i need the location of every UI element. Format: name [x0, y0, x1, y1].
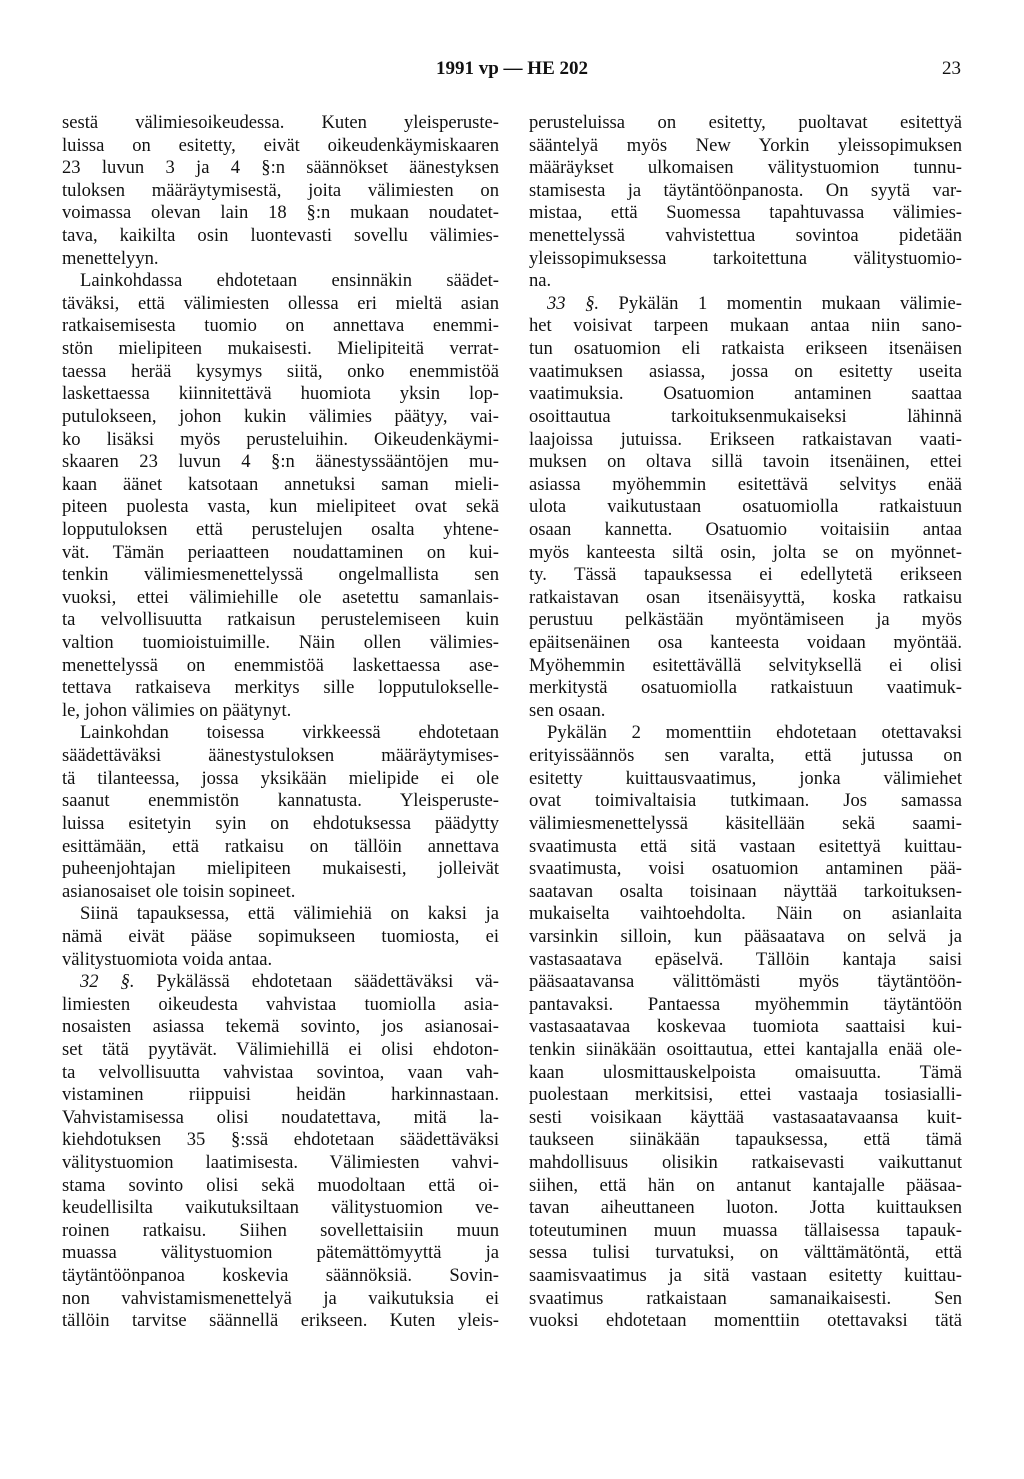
text-line: 33 §. Pykälän 1 momentin mukaan välimie-	[547, 292, 962, 314]
text-line: puolestaan merkitsisi, ettei vastaaja tosiasialli-	[529, 1084, 962, 1106]
text-line: stamisesta ja täytäntöönpanosta. On syytä var-	[529, 179, 962, 201]
text-line: valtion tuomioistuimille. Näin ollen välimies-	[62, 632, 499, 654]
text-line: skaaren 23 luvun 4 §:n äänestyssääntöjen mu-	[62, 451, 499, 473]
text-line: määräykset ulkomaisen välitystuomion tunnu-	[529, 157, 962, 179]
text-line: muksen on oltava sillä tavoin itsenäinen, ettei	[529, 451, 962, 473]
page-number: 23	[942, 58, 961, 79]
text-line: ulota vaikutustaan osatuomiolla ratkaistuun	[529, 496, 962, 518]
text-line: laskettaessa kiinnitettävä huomiota yksin lop-	[62, 383, 499, 405]
text-line: nämä eivät pääse sopimukseen tuomiosta, ei	[62, 925, 499, 947]
text-line: sestä välimiesoikeudessa. Kuten yleisperuste-	[62, 112, 499, 133]
text-line: svaatimusta että sitä vastaan esitettyä kuittau-	[529, 835, 962, 857]
text-line: taukseen siinäkään tapauksessa, että tämä	[529, 1129, 962, 1151]
text-line: 32 §. Pykälässä ehdotetaan säädettäväksi vä-	[80, 971, 499, 993]
text-line: välimiesmenettelyssä käsitellään sekä saami-	[529, 812, 962, 834]
text-line: kaan ulosmittauskelpoista omaisuutta. Tämä	[529, 1061, 962, 1083]
text-line: non vahvistamismenettelyä ja vaikutuksia ei	[62, 1287, 499, 1309]
text-line: piteen puolesta vasta, kun mielipiteet ovat sekä	[62, 496, 499, 518]
text-line: voimassa olevan lain 18 §:n mukaan noudatet-	[62, 202, 499, 224]
text-line: vaatimuksen asiassa, jossa on esitetty useita	[529, 360, 962, 382]
text-line: set tätä pyytävät. Välimiehillä ei olisi ehdoton-	[62, 1038, 499, 1060]
text-line: Pykälän 2 momenttiin ehdotetaan otettavaksi	[547, 722, 962, 744]
text-line: tällöin tarvitse säännellä erikseen. Kuten yleis-	[62, 1310, 499, 1332]
left-text-column	[62, 112, 499, 1333]
text-line: vät. Tämän periaatteen noudattaminen on kui-	[62, 541, 499, 563]
text-line: vaatimuksia. Osatuomion antaminen saattaa	[529, 383, 962, 405]
text-line: asianosaiset ole toisin sopineet.	[62, 880, 296, 902]
text-line: sen osaan.	[529, 699, 606, 721]
text-line: menettelyssä vahvistettua sovintoa pidetään	[529, 225, 962, 247]
text-line: tenkin välimiesmenettelyssä ongelmallista sen	[62, 564, 499, 586]
text-line: Myöhemmin esitettävällä selvityksellä ei olisi	[529, 654, 962, 676]
text-line: menettelyssä on enemmistöä laskettaessa ase-	[62, 654, 499, 676]
right-text-column	[529, 112, 962, 1333]
text-line: puheenjohtajan mielipiteen mukaisesti, jolleivät	[62, 858, 499, 880]
text-line: mukaiselta vaihtoehdolta. Näin on asianlaita	[529, 903, 962, 925]
text-line: saatavan osalta toisinaan näyttää tarkoituksen-	[529, 880, 962, 902]
text-line: tavan aiheuttaneen luoton. Jotta kuittauksen	[529, 1197, 962, 1219]
text-line: merkitystä osatuomiolla ratkaistuun vaatimuk-	[529, 677, 962, 699]
text-line: kaan äänet katsotaan annetuksi saman mieli-	[62, 473, 499, 495]
text-line: luissa on esitetty, eivät oikeudenkäymiskaaren	[62, 134, 499, 156]
text-line: välitystuomiota voida antaa.	[62, 948, 273, 970]
text-line: Siinä tapauksessa, että välimiehiä on kaksi ja	[80, 903, 499, 925]
text-line: ta velvollisuutta ratkaisun perustelemiseen kuin	[62, 609, 499, 631]
text-line: myös kanteesta siltä osin, jolta se on myönnet-	[529, 541, 962, 563]
text-line: esittämään, että ratkaisu on tällöin annettava	[62, 835, 499, 857]
text-line: siihen, että hän on antanut kantajalle pääsaa-	[529, 1174, 962, 1196]
text-line: tun osatuomion eli ratkaista erikseen itsenäisen	[529, 338, 962, 360]
text-line: täväksi, että välimiesten ollessa eri mieltä asian	[62, 292, 499, 314]
text-line: stön mielipiteen mukaisesti. Mielipiteitä verrat-	[62, 338, 499, 360]
text-line: Lainkohdan toisessa virkkeessä ehdotetaan	[80, 722, 499, 744]
text-line: stama sovinto olisi sekä muodoltaan että oi-	[62, 1174, 499, 1196]
text-line: nosaisten asiassa tekemä sovinto, jos asianosai-	[62, 1016, 499, 1038]
text-line: muassa välitystuomion pätemättömyyttä ja	[62, 1242, 499, 1264]
text-line: luissa esitetyin syin on ehdotuksessa päädytty	[62, 812, 499, 834]
text-line: epäitsenäinen osa kanteesta voidaan myöntää.	[529, 632, 962, 654]
text-line: limiesten oikeudesta vahvistaa tuomiolla asia-	[62, 993, 499, 1015]
text-line: ty. Tässä tapauksessa ei edellytetä erikseen	[529, 564, 962, 586]
text-line: laajoissa jutuissa. Erikseen ratkaistavan vaati-	[529, 428, 962, 450]
text-line: vuoksi ehdotetaan momenttiin otettavaksi tätä	[529, 1310, 962, 1332]
text-line: osaan kannetta. Osatuomio voitaisiin antaa	[529, 518, 962, 540]
text-line: svaatimus ratkaistaan samanaikaisesti. Sen	[529, 1287, 962, 1309]
text-line: na.	[529, 270, 552, 292]
text-line: svaatimusta, voisi osatuomion antaminen pää-	[529, 858, 962, 880]
text-line: säädettäväksi äänestystuloksen määräytymises-	[62, 745, 499, 767]
text-line: esitetty kuittausvaatimus, jonka välimiehet	[529, 767, 962, 789]
text-line: välitystuomion laatimisesta. Välimiesten vahvi-	[62, 1152, 499, 1174]
text-line: varsinkin silloin, kun pääsaatava on selvä ja	[529, 925, 962, 947]
text-line: Lainkohdassa ehdotetaan ensinnäkin säädet-	[80, 270, 499, 292]
text-line: lopputuloksen että perustelujen osalta yhtene-	[62, 518, 499, 540]
text-line: kiehdotuksen 35 §:ssä ehdotetaan säädettäväksi	[62, 1129, 499, 1151]
text-line: menettelyyn.	[62, 247, 159, 269]
text-line: tava, kaikilta osin luontevasti sovellu välimies-	[62, 225, 499, 247]
text-line: perusteluissa on esitetty, puoltavat esitettyä	[529, 112, 962, 133]
text-line: 23 luvun 3 ja 4 §:n säännökset äänestyksen	[62, 157, 499, 179]
text-line: tenkin siinäkään osoittautua, ettei kantajalla enää ole-	[529, 1038, 962, 1060]
text-line: tä tilanteessa, jossa yksikään mielipide ei ole	[62, 767, 499, 789]
text-line: mistaa, että Suomessa tapahtuvassa välimies-	[529, 202, 962, 224]
text-line: yleissopimuksessa tarkoitettuna välitystuomio-	[529, 247, 962, 269]
text-line: ratkaisemisesta tuomio on annettava enemmi-	[62, 315, 499, 337]
text-line: ovat toimivaltaisia tutkimaan. Jos samassa	[529, 790, 962, 812]
text-line: sääntelyä myös New Yorkin yleissopimuksen	[529, 134, 962, 156]
text-line: pantavaksi. Pantaessa myöhemmin täytäntöön	[529, 993, 962, 1015]
text-line: mahdollisuus olisikin ratkaisevasti vaikuttanut	[529, 1152, 962, 1174]
text-line: vuoksi, ettei välimiehille ole asetettu samanlais-	[62, 586, 499, 608]
text-line: tuloksen määräytymisestä, joita välimiesten on	[62, 179, 499, 201]
text-line: sesti voisikaan käyttää vastasaatavaansa kuit-	[529, 1106, 962, 1128]
text-line: perustuu pelkästään myöntämiseen ja myös	[529, 609, 962, 631]
text-line: saanut enemmistön kannatusta. Yleisperuste-	[62, 790, 499, 812]
page-header	[0, 58, 1024, 88]
text-line: vastasaatavaa koskevaa tuomiota saattaisi kui-	[529, 1016, 962, 1038]
text-line: täytäntöönpanoa koskevia säännöksiä. Sovin-	[62, 1265, 499, 1287]
text-line: saamisvaatimus ja sitä vastaan esitetty kuittau-	[529, 1265, 962, 1287]
text-line: ta velvollisuutta vahvistaa sovintoa, vaan vah-	[62, 1061, 499, 1083]
text-line: pääsaatavansa välittömästi myös täytäntöön-	[529, 971, 962, 993]
text-line: het voisivat tarpeen mukaan antaa niin sano-	[529, 315, 962, 337]
text-line: ratkaistavan osan itsenäisyyttä, koska ratkaisu	[529, 586, 962, 608]
text-line: toteutuminen muun muassa tällaisessa tapauk-	[529, 1219, 962, 1241]
text-line: roinen ratkaisu. Siihen sovellettaisiin muun	[62, 1219, 499, 1241]
text-line: vastasaatava epäselvä. Tällöin kantaja saisi	[529, 948, 962, 970]
text-line: asiassa myöhemmin esitettävä selvitys enää	[529, 473, 962, 495]
text-line: keudellisilta vaikutuksiltaan välitystuomion ve-	[62, 1197, 499, 1219]
text-line: sessa tulisi turvatuksi, on välttämätöntä, että	[529, 1242, 962, 1264]
text-line: osoittautua tarkoituksenmukaiseksi lähinnä	[529, 405, 962, 427]
text-line: ko lisäksi myös perusteluihin. Oikeudenkäymi-	[62, 428, 499, 450]
text-line: tettava ratkaiseva merkitys sille lopputulokselle-	[62, 677, 499, 699]
running-title: 1991 vp — HE 202	[435, 58, 589, 79]
text-line: Vahvistamisessa olisi noudatettava, mitä la-	[62, 1106, 499, 1128]
text-line: le, johon välimies on päätynyt.	[62, 699, 292, 721]
text-line: putulokseen, johon kukin välimies päätyy, vai-	[62, 405, 499, 427]
text-line: taessa herää kysymys siitä, onko enemmistöä	[62, 360, 499, 382]
text-line: vistaminen riippuisi heidän harkinnastaan.	[62, 1084, 499, 1106]
text-line: erityissäännös sen varalta, että jutussa on	[529, 745, 962, 767]
